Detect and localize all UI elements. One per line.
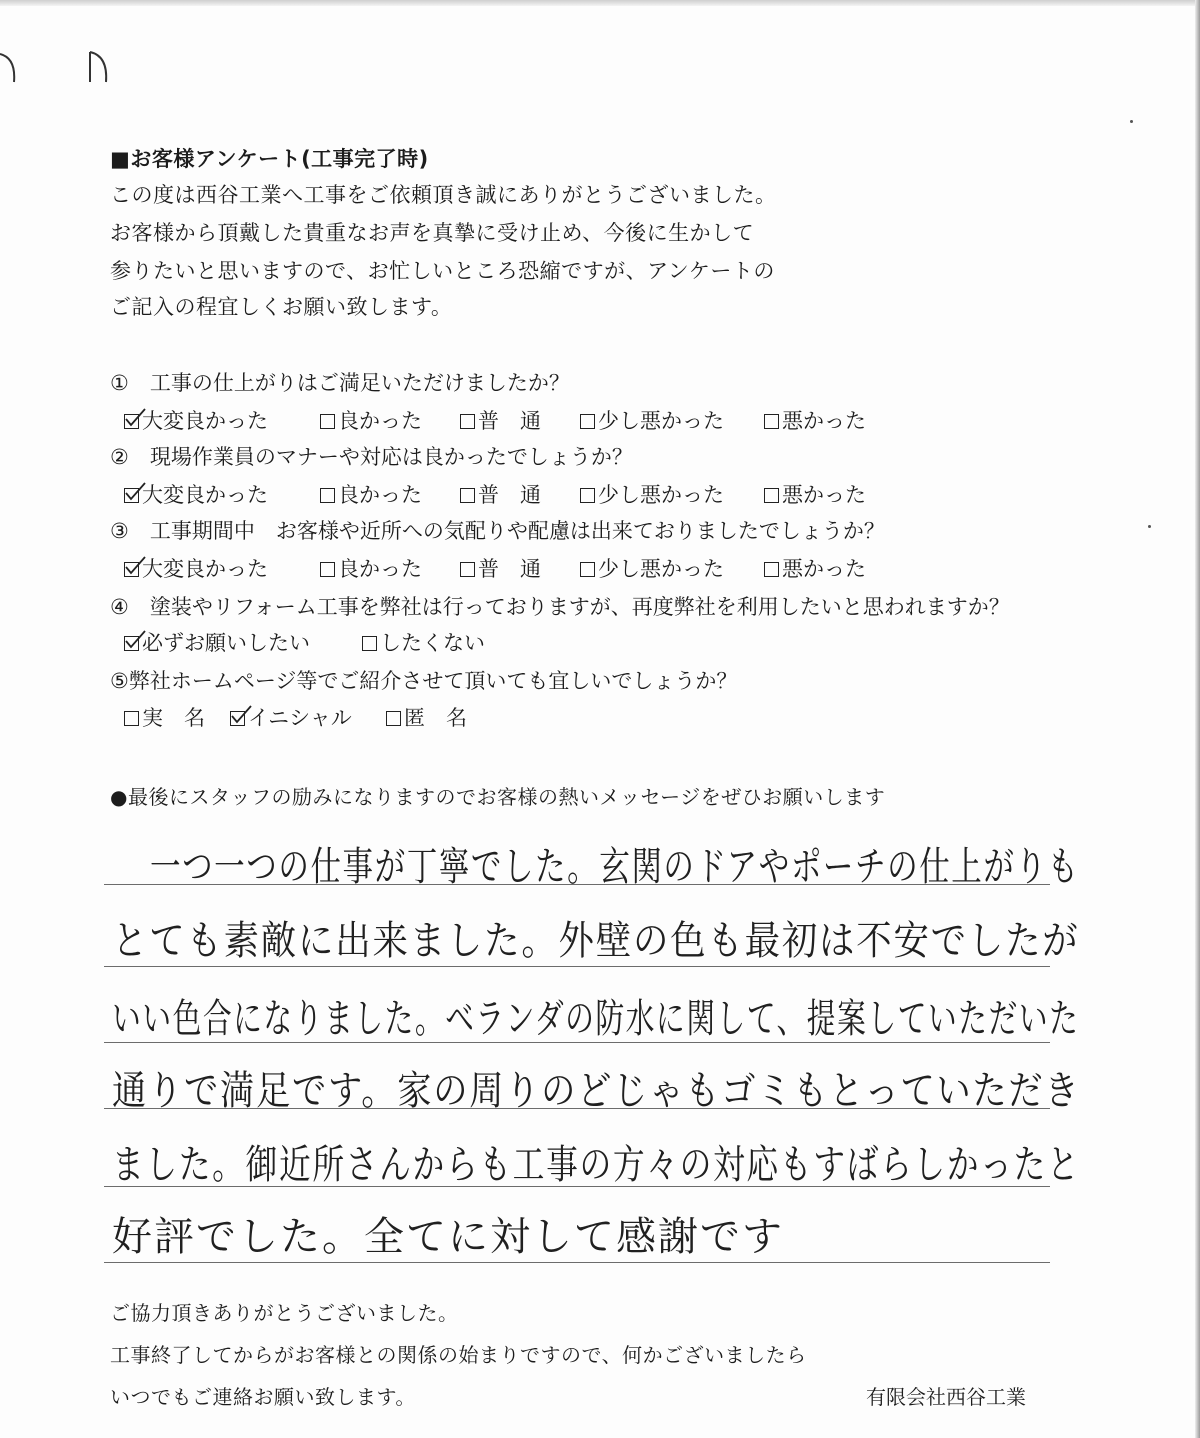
checkbox-icon[interactable] [320, 488, 335, 503]
option-checkbox[interactable] [580, 482, 724, 508]
checkbox-checked-icon[interactable] [230, 711, 245, 726]
option-checkbox[interactable] [764, 408, 866, 434]
scan-edge-right [1195, 0, 1200, 1438]
intro-line: お客様から頂戴した貴重なお声を真摯に受け止め、今後に生かして [110, 221, 755, 245]
handwritten-line: ました。御近所さんからも工事の方々の対応もすばらしかったと [112, 1142, 1081, 1188]
option-label: 大変良かった [142, 557, 268, 581]
option-label: 大変良かった [142, 483, 268, 507]
scan-speck [1148, 525, 1151, 528]
checkbox-icon[interactable] [386, 711, 401, 726]
option-checkbox[interactable] [124, 705, 205, 731]
option-checkbox[interactable] [460, 482, 541, 508]
handwritten-line: 好評でした。全てに対して感謝です [112, 1214, 784, 1260]
option-label: 悪かった [782, 409, 866, 433]
closing-line: いつでもご連絡お願い致します。 [110, 1385, 416, 1409]
handwritten-line: いい色合になりました。ベランダの防水に関して、提案していただいた [112, 996, 1080, 1042]
checkbox-icon[interactable] [124, 711, 139, 726]
answer-options-q3 [124, 556, 1024, 584]
closing-line: 工事終了してからがお客様との関係の始まりですので、何かございましたら [110, 1343, 807, 1367]
option-label: 普 通 [478, 409, 541, 433]
option-checkbox[interactable] [580, 408, 724, 434]
option-checkbox[interactable] [320, 556, 422, 582]
answer-options-q5 [124, 705, 1024, 733]
company-name: 有限会社西谷工業 [866, 1385, 1026, 1409]
answer-options-q4 [124, 630, 1024, 658]
handwritten-line: 通りで満足です。家の周りのどじゃもゴミもとっていただき [112, 1068, 1081, 1114]
checkbox-checked-icon[interactable] [124, 488, 139, 503]
question-1: ① 工事の仕上がりはご満足いただけましたか？ [110, 371, 570, 395]
scan-edge-top [0, 0, 1200, 6]
option-label: 少し悪かった [598, 557, 724, 581]
checkbox-icon[interactable] [320, 562, 335, 577]
survey-title: ■お客様アンケート(工事完了時) [110, 147, 429, 171]
ruled-line [104, 1262, 1050, 1263]
message-prompt: ●最後にスタッフの励みになりますのでお客様の熱いメッセージをぜひお願いします [110, 785, 886, 809]
checkbox-checked-icon[interactable] [124, 636, 139, 651]
checkbox-icon[interactable] [460, 488, 475, 503]
checkbox-icon[interactable] [460, 562, 475, 577]
intro-line: ご記入の程宜しくお願い致します。 [110, 295, 453, 319]
option-label: 悪かった [782, 557, 866, 581]
option-label: 必ずお願いしたい [142, 631, 310, 655]
checkbox-icon[interactable] [764, 414, 779, 429]
intro-line: 参りたいと思いますので、お忙しいところ恐縮ですが、アンケートの [110, 259, 775, 283]
handwritten-line: とても素敵に出来ました。外壁の色も最初は不安でしたが [112, 918, 1080, 964]
option-label: 少し悪かった [598, 483, 724, 507]
option-checkbox[interactable] [386, 705, 467, 731]
option-label: 大変良かった [142, 409, 268, 433]
option-label: 実 名 [142, 706, 205, 730]
handwritten-line: 一つ一つの仕事が丁寧でした。玄関のドアやポーチの仕上がりも [150, 844, 1080, 890]
intro-line: この度は西谷工業へ工事をご依頼頂き誠にありがとうございました。 [110, 183, 777, 207]
question-5: ⑤弊社ホームページ等でご紹介させて頂いても宜しいでしょうか？ [110, 669, 738, 693]
option-label: 匿 名 [404, 706, 467, 730]
option-checkbox[interactable] [460, 556, 541, 582]
option-checkbox[interactable] [230, 705, 352, 731]
checkbox-icon[interactable] [764, 488, 779, 503]
ruled-line [104, 966, 1050, 967]
option-checkbox[interactable] [764, 556, 866, 582]
option-checkbox[interactable] [124, 408, 268, 434]
option-label: したくない [380, 631, 485, 655]
option-checkbox[interactable] [460, 408, 541, 434]
checkbox-icon[interactable] [580, 562, 595, 577]
option-label: 普 通 [478, 557, 541, 581]
checkbox-checked-icon[interactable] [124, 414, 139, 429]
option-checkbox[interactable] [124, 630, 310, 656]
closing-line: ご協力頂きありがとうございました。 [110, 1301, 459, 1325]
option-label: 良かった [338, 409, 422, 433]
question-4: ④ 塗装やリフォーム工事を弊社は行っておりますが、再度弊社を利用したいと思われますか？ [110, 595, 1010, 619]
option-label: イニシャル [248, 706, 352, 730]
checkbox-checked-icon[interactable] [124, 562, 139, 577]
question-3: ③ 工事期間中 お客様や近所への気配りや配慮は出来ておりましたでしょうか？ [110, 519, 885, 543]
option-label: 少し悪かった [598, 409, 724, 433]
punch-hole-icon [0, 50, 20, 86]
checkbox-icon[interactable] [580, 414, 595, 429]
scan-speck [1130, 120, 1133, 123]
option-checkbox[interactable] [124, 556, 268, 582]
option-checkbox[interactable] [320, 482, 422, 508]
answer-options-q2 [124, 482, 1024, 510]
answer-options-q1 [124, 408, 1024, 436]
checkbox-icon[interactable] [460, 414, 475, 429]
punch-hole-icon [86, 48, 110, 84]
checkbox-icon[interactable] [580, 488, 595, 503]
option-label: 普 通 [478, 483, 541, 507]
option-checkbox[interactable] [320, 408, 422, 434]
checkbox-icon[interactable] [764, 562, 779, 577]
option-label: 良かった [338, 557, 422, 581]
option-label: 良かった [338, 483, 422, 507]
option-checkbox[interactable] [124, 482, 268, 508]
option-label: 悪かった [782, 483, 866, 507]
option-checkbox[interactable] [764, 482, 866, 508]
option-checkbox[interactable] [580, 556, 724, 582]
checkbox-icon[interactable] [362, 636, 377, 651]
checkbox-icon[interactable] [320, 414, 335, 429]
question-2: ② 現場作業員のマナーや対応は良かったでしょうか？ [110, 445, 633, 469]
option-checkbox[interactable] [362, 630, 485, 656]
